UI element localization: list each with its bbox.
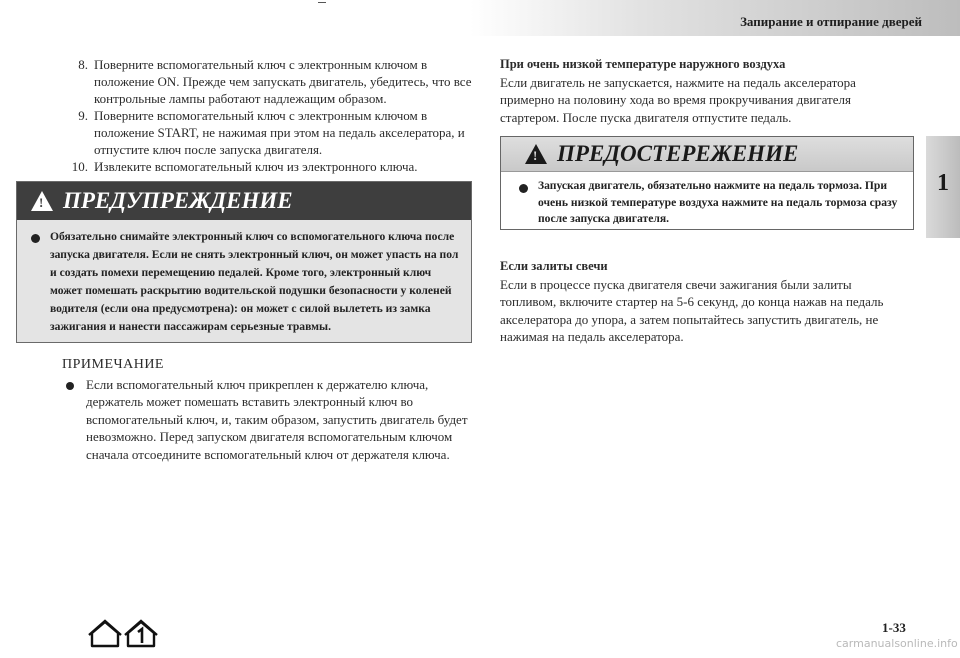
flooded-plugs-title: Если залиты свечи (500, 259, 608, 273)
home-one-icon[interactable] (125, 621, 157, 646)
step-number: 10. (71, 159, 88, 174)
step-text: Извлеките вспомогательный ключ из электронного ключа. (94, 159, 418, 174)
chapter-tab-label: 1 (937, 170, 949, 196)
caution-title: ПРЕДОСТЕРЕЖЕНИЕ (557, 141, 799, 166)
caution-header (501, 137, 913, 172)
warning-triangle-icon (525, 144, 547, 164)
step-text: Поверните вспомогательный ключ с электронным ключом в положение ON. Прежде чем запускать двигатель, убедитесь, что все контрольные лампы работают надлежащим образом. (94, 57, 472, 106)
top-dash-mark (318, 2, 326, 3)
warning-box (16, 181, 472, 343)
step-number: 8. (78, 57, 88, 72)
warning-body (17, 220, 471, 336)
warning-triangle-icon (31, 191, 53, 211)
page-number: 1-33 (882, 620, 906, 635)
section-title: Запирание и отпирание дверей (740, 14, 922, 29)
low-temperature-title: При очень низкой температуре наружного воздуха (500, 57, 786, 71)
note-section (62, 356, 482, 463)
caution-text: Запуская двигатель, обязательно нажмите на педаль тормоза. При очень низкой температуре воздуха нажмите на педаль тормоза сразу после запуска двигателя. (538, 179, 898, 225)
watermark: carmanualsonline.info (836, 637, 958, 650)
note-title: ПРИМЕЧАНИЕ (62, 357, 164, 372)
warning-header (17, 182, 471, 220)
navigation-icons (88, 618, 168, 655)
note-text: Если вспомогательный ключ прикреплен к держателю ключа, держатель может помешать вставить электронный ключ во вспомогательный ключ, и, таким образом, запустить двигатель будет невозможно. Перед запуском двигателя вспомогательным ключом сначала отсоедините вспомогательный ключ от держателя ключа. (86, 376, 468, 462)
flooded-plugs-text: Если в процессе пуска двигателя свечи зажигания были залиты топливом, включите стартер на 5-6 секунд, до конца нажав на педаль акселератора до упора, а затем попытайтесь запустить двигатель, не нажимая на педаль акселератора. (500, 276, 884, 344)
step-text: Поверните вспомогательный ключ с электронным ключом в положение START, не нажимая при этом на педаль акселератора, и отпустите ключ после запуска двигателя. (94, 108, 465, 157)
bullet-dot-icon (31, 234, 40, 243)
warning-title: ПРЕДУПРЕЖДЕНИЕ (63, 188, 293, 213)
home-icons-svg (88, 618, 168, 650)
step-number: 9. (78, 108, 88, 123)
step-item (60, 158, 480, 175)
step-list (60, 56, 480, 175)
warning-text: Обязательно снимайте электронный ключ со вспомогательного ключа после запуска двигателя. Если не снять электронный ключ, он может упасть на пол и создать помехи перемещению педалей. Кроме того, электронный ключ может помешать раскрытию водительской подушки безопасности у коленей водителя (если она предусмотрена): он может с силой вылететь из замка зажигания и нанести пассажирам серьезные травмы. (50, 230, 459, 333)
flooded-plugs-section (500, 258, 910, 346)
chapter-tab[interactable] (926, 136, 960, 238)
step-item (60, 107, 480, 158)
caution-box (500, 136, 914, 230)
page-header-band (470, 0, 960, 36)
bullet-dot-icon (519, 184, 528, 193)
low-temperature-section (500, 56, 910, 126)
low-temperature-text: Если двигатель не запускается, нажмите на педаль акселератора примерно на половину хода во время прокручивания двигателя стартером. После пуска двигателя отпустите педаль. (500, 74, 856, 125)
home-outline-icon[interactable] (89, 621, 121, 646)
step-item (60, 56, 480, 107)
caution-body (501, 172, 913, 228)
bullet-dot-icon (66, 382, 74, 390)
note-item (62, 376, 482, 464)
